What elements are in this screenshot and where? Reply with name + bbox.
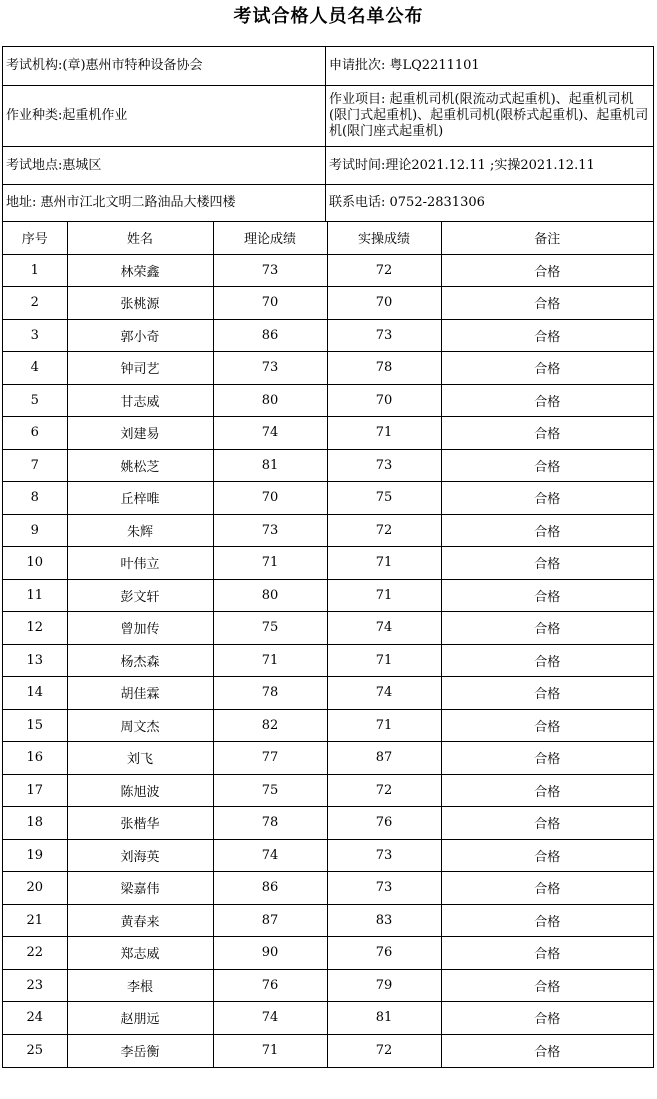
exam-time: 考试时间:理论2021.12.11 ;实操2021.12.11: [329, 157, 595, 173]
cell-theory-score: 71: [213, 1034, 327, 1067]
cell-name: 胡佳霖: [67, 677, 213, 710]
cell-name: 郭小奇: [67, 319, 213, 352]
result-sheet: [2, 46, 654, 1068]
cell-remark: 合格: [441, 384, 653, 417]
cell-practical-score: 72: [327, 774, 441, 807]
cell-theory-score: 86: [213, 319, 327, 352]
cell-index: 21: [3, 904, 67, 937]
cell-practical-score: 73: [327, 872, 441, 905]
table-row: [3, 937, 653, 970]
cell-practical-score: 78: [327, 352, 441, 385]
cell-index: 14: [3, 677, 67, 710]
cell-practical-score: 71: [327, 547, 441, 580]
cell-remark: 合格: [441, 449, 653, 482]
cell-remark: 合格: [441, 839, 653, 872]
table-row: [3, 839, 653, 872]
cell-theory-score: 81: [213, 449, 327, 482]
cell-practical-score: 76: [327, 937, 441, 970]
cell-index: 15: [3, 709, 67, 742]
cell-index: 24: [3, 1002, 67, 1035]
cell-remark: 合格: [441, 969, 653, 1002]
cell-remark: 合格: [441, 937, 653, 970]
cell-index: 9: [3, 514, 67, 547]
cell-practical-score: 72: [327, 514, 441, 547]
work-items: 作业项目: 起重机司机(限流动式起重机)、起重机司机(限门式起重机)、起重机司机(限桥式起重机)、起重机司机(限门座式起重机): [329, 92, 649, 139]
table-row: [3, 417, 653, 450]
cell-index: 13: [3, 644, 67, 677]
cell-theory-score: 70: [213, 482, 327, 515]
table-row: [3, 677, 653, 710]
cell-remark: 合格: [441, 807, 653, 840]
cell-name: 杨杰森: [67, 644, 213, 677]
cell-remark: 合格: [441, 287, 653, 320]
info-row-address: [3, 185, 653, 221]
table-row: [3, 319, 653, 352]
table-row: [3, 612, 653, 645]
cell-theory-score: 75: [213, 612, 327, 645]
cell-index: 19: [3, 839, 67, 872]
cell-theory-score: 78: [213, 807, 327, 840]
cell-theory-score: 74: [213, 1002, 327, 1035]
cell-name: 丘梓唯: [67, 482, 213, 515]
table-row: [3, 774, 653, 807]
table-row: [3, 742, 653, 775]
cell-name: 李根: [67, 969, 213, 1002]
cell-index: 23: [3, 969, 67, 1002]
cell-remark: 合格: [441, 644, 653, 677]
table-row: [3, 254, 653, 287]
table-row: [3, 579, 653, 612]
info-row-org: [3, 47, 653, 86]
cell-theory-score: 73: [213, 254, 327, 287]
cell-name: 甘志威: [67, 384, 213, 417]
cell-name: 刘海英: [67, 839, 213, 872]
cell-remark: 合格: [441, 482, 653, 515]
table-row: [3, 547, 653, 580]
cell-practical-score: 75: [327, 482, 441, 515]
cell-name: 姚松芝: [67, 449, 213, 482]
cell-index: 11: [3, 579, 67, 612]
cell-theory-score: 77: [213, 742, 327, 775]
cell-name: 刘建易: [67, 417, 213, 450]
cell-theory-score: 76: [213, 969, 327, 1002]
cell-index: 22: [3, 937, 67, 970]
table-row: [3, 1002, 653, 1035]
contact-phone: 联系电话: 0752-2831306: [329, 195, 485, 210]
cell-practical-score: 79: [327, 969, 441, 1002]
cell-remark: 合格: [441, 352, 653, 385]
cell-practical-score: 74: [327, 612, 441, 645]
info-row-category: [3, 86, 653, 147]
cell-practical-score: 70: [327, 287, 441, 320]
cell-name: 郑志威: [67, 937, 213, 970]
cell-theory-score: 74: [213, 417, 327, 450]
cell-practical-score: 70: [327, 384, 441, 417]
cell-index: 16: [3, 742, 67, 775]
cell-name: 赵朋远: [67, 1002, 213, 1035]
cell-name: 黄春来: [67, 904, 213, 937]
page-title: 考试合格人员名单公布: [233, 6, 424, 27]
cell-theory-score: 73: [213, 352, 327, 385]
table-row: [3, 872, 653, 905]
cell-theory-score: 71: [213, 644, 327, 677]
cell-remark: 合格: [441, 612, 653, 645]
cell-index: 7: [3, 449, 67, 482]
cell-practical-score: 76: [327, 807, 441, 840]
table-row: [3, 352, 653, 385]
header-index: 序号: [3, 222, 67, 255]
table-row: [3, 482, 653, 515]
cell-index: 17: [3, 774, 67, 807]
cell-name: 曾加传: [67, 612, 213, 645]
cell-theory-score: 82: [213, 709, 327, 742]
cell-remark: 合格: [441, 579, 653, 612]
cell-practical-score: 87: [327, 742, 441, 775]
cell-index: 8: [3, 482, 67, 515]
info-row-location: [3, 147, 653, 185]
approval-batch: 申请批次: 粤LQ2211101: [329, 58, 480, 73]
cell-index: 1: [3, 254, 67, 287]
cell-index: 20: [3, 872, 67, 905]
cell-remark: 合格: [441, 774, 653, 807]
cell-practical-score: 71: [327, 709, 441, 742]
cell-theory-score: 71: [213, 547, 327, 580]
cell-name: 刘飞: [67, 742, 213, 775]
cell-name: 李岳衡: [67, 1034, 213, 1067]
cell-index: 25: [3, 1034, 67, 1067]
cell-practical-score: 73: [327, 839, 441, 872]
cell-name: 周文杰: [67, 709, 213, 742]
table-row: [3, 384, 653, 417]
cell-theory-score: 78: [213, 677, 327, 710]
exam-org: 考试机构:(章)惠州市特种设备协会: [3, 47, 326, 85]
table-header-row: [3, 222, 653, 255]
cell-remark: 合格: [441, 254, 653, 287]
cell-practical-score: 83: [327, 904, 441, 937]
address: 地址: 惠州市江北文明二路油品大楼四楼: [3, 185, 326, 221]
cell-name: 陈旭波: [67, 774, 213, 807]
header-remark: 备注: [441, 222, 653, 255]
table-row: [3, 644, 653, 677]
cell-theory-score: 80: [213, 579, 327, 612]
cell-remark: 合格: [441, 319, 653, 352]
cell-practical-score: 81: [327, 1002, 441, 1035]
cell-theory-score: 74: [213, 839, 327, 872]
cell-name: 朱辉: [67, 514, 213, 547]
cell-name: 彭文轩: [67, 579, 213, 612]
cell-name: 梁嘉伟: [67, 872, 213, 905]
cell-remark: 合格: [441, 709, 653, 742]
cell-remark: 合格: [441, 1002, 653, 1035]
exam-location: 考试地点:惠城区: [3, 147, 326, 184]
cell-theory-score: 70: [213, 287, 327, 320]
cell-theory-score: 80: [213, 384, 327, 417]
cell-index: 4: [3, 352, 67, 385]
cell-name: 张楷华: [67, 807, 213, 840]
cell-remark: 合格: [441, 904, 653, 937]
cell-index: 10: [3, 547, 67, 580]
cell-index: 5: [3, 384, 67, 417]
cell-practical-score: 73: [327, 319, 441, 352]
cell-remark: 合格: [441, 742, 653, 775]
header-name: 姓名: [67, 222, 213, 255]
cell-theory-score: 73: [213, 514, 327, 547]
cell-remark: 合格: [441, 417, 653, 450]
cell-theory-score: 87: [213, 904, 327, 937]
cell-practical-score: 71: [327, 417, 441, 450]
table-row: [3, 1034, 653, 1067]
cell-name: 张桃源: [67, 287, 213, 320]
cell-remark: 合格: [441, 677, 653, 710]
cell-theory-score: 86: [213, 872, 327, 905]
cell-name: 钟司艺: [67, 352, 213, 385]
table-row: [3, 807, 653, 840]
cell-theory-score: 90: [213, 937, 327, 970]
cell-remark: 合格: [441, 1034, 653, 1067]
cell-index: 3: [3, 319, 67, 352]
cell-practical-score: 72: [327, 254, 441, 287]
cell-index: 2: [3, 287, 67, 320]
results-table: [3, 221, 653, 1067]
table-row: [3, 449, 653, 482]
header-practical-score: 实操成绩: [327, 222, 441, 255]
table-row: [3, 514, 653, 547]
header-theory-score: 理论成绩: [213, 222, 327, 255]
cell-theory-score: 75: [213, 774, 327, 807]
cell-index: 6: [3, 417, 67, 450]
cell-practical-score: 72: [327, 1034, 441, 1067]
cell-remark: 合格: [441, 872, 653, 905]
cell-remark: 合格: [441, 547, 653, 580]
table-row: [3, 904, 653, 937]
cell-index: 18: [3, 807, 67, 840]
table-row: [3, 969, 653, 1002]
cell-practical-score: 74: [327, 677, 441, 710]
cell-practical-score: 71: [327, 644, 441, 677]
cell-practical-score: 71: [327, 579, 441, 612]
cell-name: 林荣鑫: [67, 254, 213, 287]
cell-index: 12: [3, 612, 67, 645]
cell-name: 叶伟立: [67, 547, 213, 580]
cell-remark: 合格: [441, 514, 653, 547]
work-category: 作业种类:起重机作业: [3, 86, 326, 146]
cell-practical-score: 73: [327, 449, 441, 482]
table-row: [3, 287, 653, 320]
table-row: [3, 709, 653, 742]
